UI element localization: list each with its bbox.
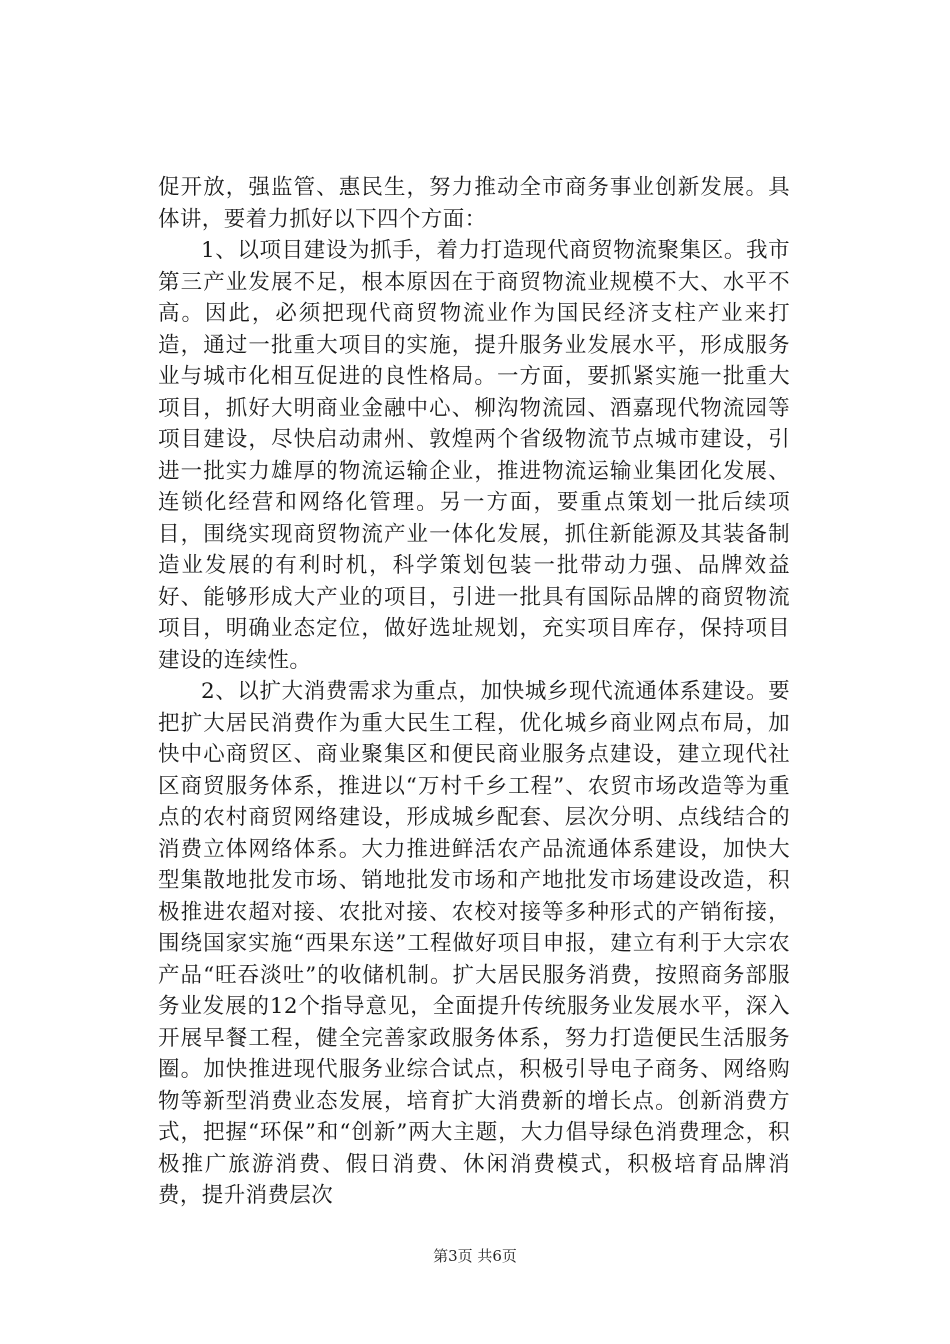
document-body xyxy=(158,172,790,1212)
paragraph-intro: 促开放，强监管、惠民生，努力推动全市商务事业创新发展。具体讲，要着力抓好以下四个方面： xyxy=(158,175,790,232)
paragraph-item-1: 1、以项目建设为抓手，着力打造现代商贸物流聚集区。我市第三产业发展不足，根本原因在于商贸物流业规模不大、水平不高。因此，必须把现代商贸物流业作为国民经济支柱产业来打造，通过一批重大项目的实施，提升服务业发展水平，形成服务业与城市化相互促进的良性格局。一方面，要抓紧实施一批重大项目，抓好大明商业金融中心、柳沟物流园、酒嘉现代物流园等项目建设，尽快启动肃州、敦煌两个省级物流节点城市建设，引进一批实力雄厚的物流运输企业，推进物流运输业集团化发展、连锁化经营和网络化管理。另一方面，要重点策划一批后续项目，围绕实现商贸物流产业一体化发展，抓住新能源及其装备制造业发展的有利时机，科学策划包装一批带动力强、品牌效益好、能够形成大产业的项目，引进一批具有国际品牌的商贸物流项目，明确业态定位，做好选址规划，充实项目库存，保持项目建设的连续性。 xyxy=(158,238,790,673)
page-footer: 第3页 共6页 xyxy=(433,1247,517,1265)
paragraph-item-2: 2、以扩大消费需求为重点，加快城乡现代流通体系建设。要把扩大居民消费作为重大民生工程，优化城乡商业网点布局，加快中心商贸区、商业聚集区和便民商业服务点建设，建立现代社区商贸服务体系，推进以“万村千乡工程”、农贸市场改造等为重点的农村商贸网络建设，形成城乡配套、层次分明、点线结合的消费立体网络体系。大力推进鲜活农产品流通体系建设，加快大型集散地批发市场、销地批发市场和产地批发市场建设改造，积极推进农超对接、农批对接、农校对接等多种形式的产销衔接，围绕国家实施“西果东送”工程做好项目申报，建立有利于大宗农产品“旺吞淡吐”的收储机制。扩大居民服务消费，按照商务部服务业发展的12个指导意见，全面提升传统服务业发展水平，深入开展早餐工程，健全完善家政服务体系，努力打造便民生活服务圈。加快推进现代服务业综合试点，积极引导电子商务、网络购物等新型消费业态发展，培育扩大消费新的增长点。创新消费方式，把握“环保”和“创新”两大主题，大力倡导绿色消费理念，积极推广旅游消费、假日消费、休闲消费模式，积极培育品牌消费，提升消费层次 xyxy=(158,679,790,1208)
